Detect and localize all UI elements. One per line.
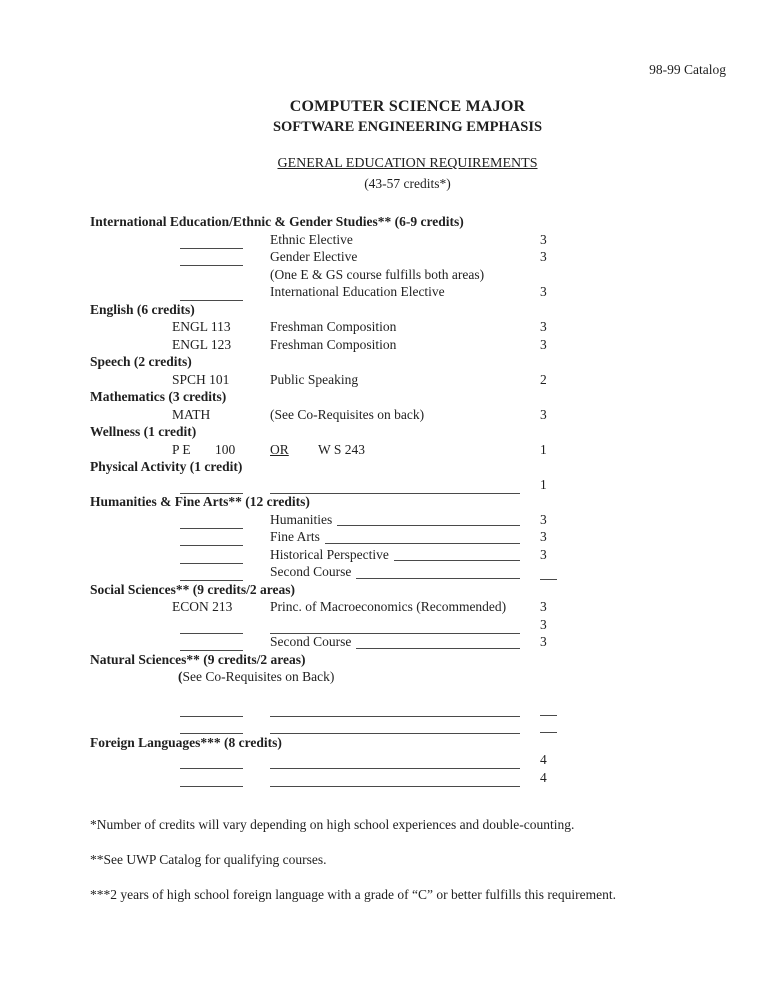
course-title: Historical Perspective — [270, 546, 389, 562]
section-title-text: GENERAL EDUCATION REQUIREMENTS — [277, 156, 538, 171]
course-title: Fine Arts — [270, 529, 320, 544]
fill-in-line — [270, 719, 520, 734]
section-title — [90, 156, 725, 172]
course-title: Public Speaking — [270, 371, 359, 387]
requirement-row — [0, 511, 768, 529]
requirement-row — [0, 716, 768, 734]
credit-value: 3 — [540, 529, 547, 544]
requirement-row — [0, 751, 768, 769]
fill-in-blank — [180, 754, 243, 769]
section-heading-row — [0, 493, 768, 511]
course-title: (See Co-Requisites on back) — [270, 406, 425, 422]
fill-in-line — [270, 772, 520, 787]
fill-in-blank — [180, 251, 243, 266]
page-title: COMPUTER SCIENCE MAJOR — [289, 98, 526, 115]
credit-value: 3 — [540, 511, 547, 527]
or-label: OR — [270, 441, 289, 457]
section-heading-row — [0, 651, 768, 669]
course-title-wrap — [270, 511, 520, 529]
course-title-wrap — [270, 528, 520, 546]
fill-in-line — [394, 546, 520, 561]
section-heading-row — [0, 581, 768, 599]
section-heading-row — [0, 388, 768, 406]
fill-in-blank — [180, 636, 243, 651]
spacer-row — [0, 686, 768, 699]
section-heading: Humanities & Fine Arts** (12 credits) — [90, 494, 310, 509]
course-code: ENGL 113 — [172, 319, 231, 334]
fill-in-line — [270, 702, 520, 717]
course-title: Humanities — [270, 511, 333, 527]
page-subtitle: SOFTWARE ENGINEERING EMPHASIS — [272, 119, 543, 135]
credit-value: 3 — [540, 319, 547, 334]
fill-in-line — [270, 754, 520, 769]
footnote-foreign-language: ***2 years of high school foreign language with a grade of “C” or better fulfills this requirement. — [90, 887, 616, 902]
credit-value: 3 — [540, 634, 547, 649]
credit-value: 4 — [540, 752, 547, 767]
course-code: ECON 213 — [172, 599, 233, 614]
section-heading-row — [0, 734, 768, 752]
fill-in-blank — [180, 719, 243, 734]
fill-in-blank — [180, 619, 243, 634]
credit-dash — [540, 719, 557, 733]
catalog-label: 98-99 Catalog — [649, 62, 726, 77]
requirement-row — [0, 769, 768, 787]
course-title-wrap — [270, 563, 520, 581]
section-heading-row — [0, 423, 768, 441]
section-heading: Mathematics (3 credits) — [90, 389, 227, 404]
footnotes — [90, 817, 740, 922]
course-title-wrap — [270, 633, 520, 651]
credit-value: 2 — [540, 371, 547, 387]
section-heading: Foreign Languages*** (8 credits) — [90, 734, 282, 750]
credit-value: 3 — [540, 336, 547, 352]
fill-in-line — [337, 511, 520, 526]
requirement-row — [0, 528, 768, 546]
course-code: P E — [172, 441, 191, 457]
section-note-row — [0, 668, 768, 686]
course-code: MATH — [172, 406, 211, 422]
requirement-row — [0, 248, 768, 266]
course-title: Gender Elective — [270, 249, 358, 264]
course-title: Freshman Composition — [270, 319, 397, 334]
fill-in-line — [356, 564, 520, 579]
section-heading: Wellness (1 credit) — [90, 424, 197, 439]
requirement-row — [0, 633, 768, 651]
course-title: Princ. of Macroeconomics (Recommended) — [270, 599, 507, 614]
requirement-row — [0, 476, 768, 494]
fill-in-blank — [180, 566, 243, 581]
requirement-row — [0, 266, 768, 284]
credit-value: 3 — [540, 406, 547, 422]
requirement-row — [0, 699, 768, 717]
section-heading: English (6 credits) — [90, 301, 195, 317]
section-heading-row — [0, 353, 768, 371]
section-heading: International Education/Ethnic & Gender Studies** (6-9 credits) — [90, 214, 464, 229]
credit-value: 4 — [540, 769, 547, 785]
course-title: Second Course — [270, 564, 352, 579]
requirement-row — [0, 318, 768, 336]
section-heading: Social Sciences** (9 credits/2 areas) — [90, 581, 295, 597]
fill-in-line — [356, 634, 520, 649]
course-title: Second Course — [270, 634, 352, 649]
credit-value: 1 — [540, 476, 547, 492]
requirement-row — [0, 406, 768, 424]
fill-in-line — [270, 619, 520, 634]
fill-in-blank — [180, 234, 243, 249]
credits-range: (43-57 credits*) — [364, 176, 451, 191]
requirement-row — [0, 616, 768, 634]
requirement-row — [0, 231, 768, 249]
requirement-row — [0, 336, 768, 354]
requirement-row — [0, 441, 768, 459]
requirement-row — [0, 371, 768, 389]
course-title: W S 243 — [318, 441, 366, 457]
section-heading-row — [0, 213, 768, 231]
credit-dash — [540, 702, 557, 716]
section-note-paren: ( — [178, 669, 183, 684]
section-heading-row — [0, 301, 768, 319]
course-number: 100 — [215, 441, 236, 457]
credit-value: 3 — [540, 231, 547, 247]
fill-in-blank — [180, 531, 243, 546]
section-heading-row — [0, 458, 768, 476]
credit-value: 3 — [540, 546, 547, 562]
footnote-uwp-catalog: **See UWP Catalog for qualifying courses. — [90, 852, 327, 867]
course-title: International Education Elective — [270, 284, 445, 299]
section-note: (See Co-Requisites on Back) — [178, 669, 335, 684]
course-title: Ethnic Elective — [270, 231, 353, 247]
fill-in-blank — [180, 549, 243, 564]
credit-dash — [540, 566, 557, 580]
section-heading: Natural Sciences** (9 credits/2 areas) — [90, 651, 306, 667]
course-code: SPCH 101 — [172, 371, 230, 387]
fill-in-line — [325, 529, 520, 544]
fill-in-blank — [180, 772, 243, 787]
course-title: Freshman Composition — [270, 336, 397, 352]
requirements-list — [0, 213, 768, 786]
footnote-credits-vary: *Number of credits will vary depending on high school experiences and double-counting. — [90, 817, 575, 832]
fill-in-blank — [180, 702, 243, 717]
requirement-row — [0, 546, 768, 564]
requirement-row — [0, 563, 768, 581]
credit-value: 1 — [540, 441, 547, 457]
fill-in-blank — [180, 286, 243, 301]
section-heading: Physical Activity (1 credit) — [90, 459, 243, 474]
credit-value: 3 — [540, 616, 547, 632]
course-title-wrap — [270, 546, 520, 564]
credit-value: 3 — [540, 249, 547, 264]
course-title: (One E & GS course fulfills both areas) — [270, 266, 485, 282]
credit-value: 3 — [540, 284, 547, 299]
course-code: ENGL 123 — [172, 336, 232, 352]
fill-in-line — [270, 479, 520, 494]
fill-in-blank — [180, 479, 243, 494]
section-heading: Speech (2 credits) — [90, 354, 192, 369]
requirement-row — [0, 598, 768, 616]
fill-in-blank — [180, 514, 243, 529]
requirement-row — [0, 283, 768, 301]
credit-value: 3 — [540, 599, 547, 614]
